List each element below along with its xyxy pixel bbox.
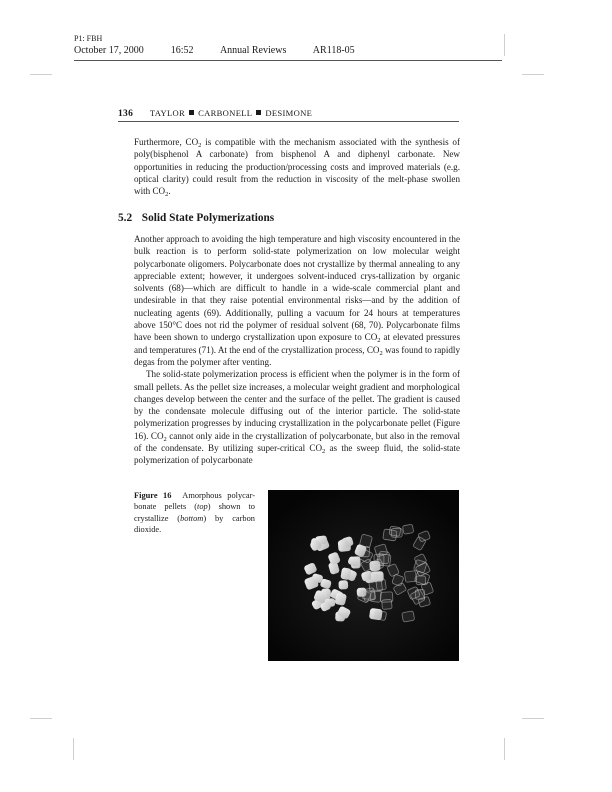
text: bottom bbox=[180, 513, 204, 523]
text: ) shown to crystallize ( bbox=[134, 502, 255, 523]
crop-mark bbox=[504, 738, 505, 760]
header-code: AR118-05 bbox=[312, 45, 355, 56]
header-line bbox=[74, 45, 355, 56]
clear-pellet bbox=[416, 576, 425, 585]
author-1: TAYLOR bbox=[149, 108, 186, 118]
header-date: October 17, 2000 bbox=[74, 45, 144, 56]
clear-pellet bbox=[391, 528, 402, 537]
subscript: 2 bbox=[379, 349, 383, 357]
running-head-rule bbox=[118, 121, 459, 122]
clear-pellet bbox=[402, 611, 415, 622]
text: . bbox=[168, 186, 171, 197]
subscript: 2 bbox=[163, 435, 167, 443]
crop-mark bbox=[73, 738, 74, 760]
text: as the sweep fluid, the solid-state polymerization of polycarbonate bbox=[134, 443, 460, 466]
subscript: 2 bbox=[198, 142, 202, 149]
section-number: 5.2 bbox=[118, 212, 133, 224]
text: is compatible with the mechanism associated with the synthesis of poly(bisphenol A carbonate) from bisphenol A and diphenyl carbonate. New opportunities in reducing the production/processing costs and improved materials (e.g. optical clarity) could result from the reduction in viscosity of the melt-phase swollen with CO bbox=[134, 137, 460, 197]
crop-mark bbox=[522, 718, 544, 719]
clear-pellet bbox=[382, 599, 392, 609]
separator-square-icon bbox=[256, 110, 261, 115]
subscript: 2 bbox=[322, 448, 326, 456]
text: Furthermore, CO bbox=[134, 137, 199, 147]
figure-16-photo bbox=[268, 490, 459, 661]
header-rule bbox=[74, 60, 502, 61]
text: The solid-state polymerization process is efficient when the polymer is in the form of small pellets. As the pellet size increases, a molecular weight gradient and morphological changes develop between the center and the surface of the pellet. The gradient is caused by the condensate molecule diffusing out of the interior particle. The solid-state polymerization progresses by inducing crystallization in the polycarbonate pellet (Figure 16). CO bbox=[134, 369, 460, 441]
text: at elevated pressures and temperatures (71). At the end of the crystallization process, CO bbox=[134, 332, 460, 355]
white-pellet bbox=[338, 580, 348, 589]
author-2: CARBONELL bbox=[198, 108, 253, 118]
text: Another approach to avoiding the high temperature and high viscosity encountered in the bulk reaction is to perform solid-state polymerization on low molecular weight polycarbonate oligomers. Polycarbonate does not crystallize by thermal annealing to any appreciable extent; however, it undergoes solvent-induced crys-tallization by organic solvents (68)—which are difficult to handle in a wide-scale commercial plant and undesirable in that they raise potential environmental risks—and by the addition of nucleating agents (69). Additionally, pulling a vacuum for 24 hours at temperatures above 150°C does not rid the polymer of residual solvent (68, 70). Polycarbonate films have been shown to undergo crystallization upon exposure to CO bbox=[134, 234, 460, 343]
clear-pellet bbox=[402, 524, 413, 534]
crop-mark bbox=[30, 718, 52, 719]
page-number: 136 bbox=[118, 109, 134, 119]
text: cannot only aide in the crystallization of polycarbonate, but also in the removal of the condensate. By utilizing super-critical CO bbox=[134, 430, 461, 454]
clear-pellet bbox=[376, 579, 387, 591]
paragraph-1 bbox=[134, 136, 460, 197]
text: Amorphous polycar-bonate pellets ( bbox=[134, 491, 255, 512]
text: was found to rapidly degas from the polymer after venting. bbox=[134, 344, 461, 367]
clear-pellet bbox=[358, 546, 369, 557]
clear-pellet bbox=[374, 610, 387, 621]
crop-mark bbox=[522, 74, 544, 75]
pellets-image bbox=[268, 490, 459, 661]
section-heading bbox=[118, 212, 274, 224]
subscript: 2 bbox=[377, 337, 381, 345]
section-title: Solid State Polymerizations bbox=[141, 212, 275, 224]
header-publisher: Annual Reviews bbox=[219, 45, 287, 56]
body-column bbox=[134, 233, 460, 467]
crop-mark bbox=[30, 74, 52, 75]
crop-mark bbox=[504, 34, 505, 56]
subscript: 2 bbox=[165, 191, 169, 199]
clear-pellet bbox=[404, 571, 416, 583]
header-p1: P1: FBH bbox=[74, 34, 103, 43]
clear-pellet bbox=[362, 588, 376, 602]
figure-label: Figure 16 bbox=[134, 491, 172, 500]
text: top bbox=[197, 502, 208, 512]
header-time: 16:52 bbox=[170, 45, 194, 56]
paragraph-3 bbox=[134, 368, 460, 466]
author-3: DESIMONE bbox=[265, 108, 313, 118]
separator-square-icon bbox=[189, 110, 194, 115]
text: ) by carbon dioxide. bbox=[134, 513, 255, 534]
figure-caption bbox=[134, 490, 255, 535]
paragraph-2 bbox=[134, 233, 460, 368]
running-head bbox=[118, 108, 312, 119]
